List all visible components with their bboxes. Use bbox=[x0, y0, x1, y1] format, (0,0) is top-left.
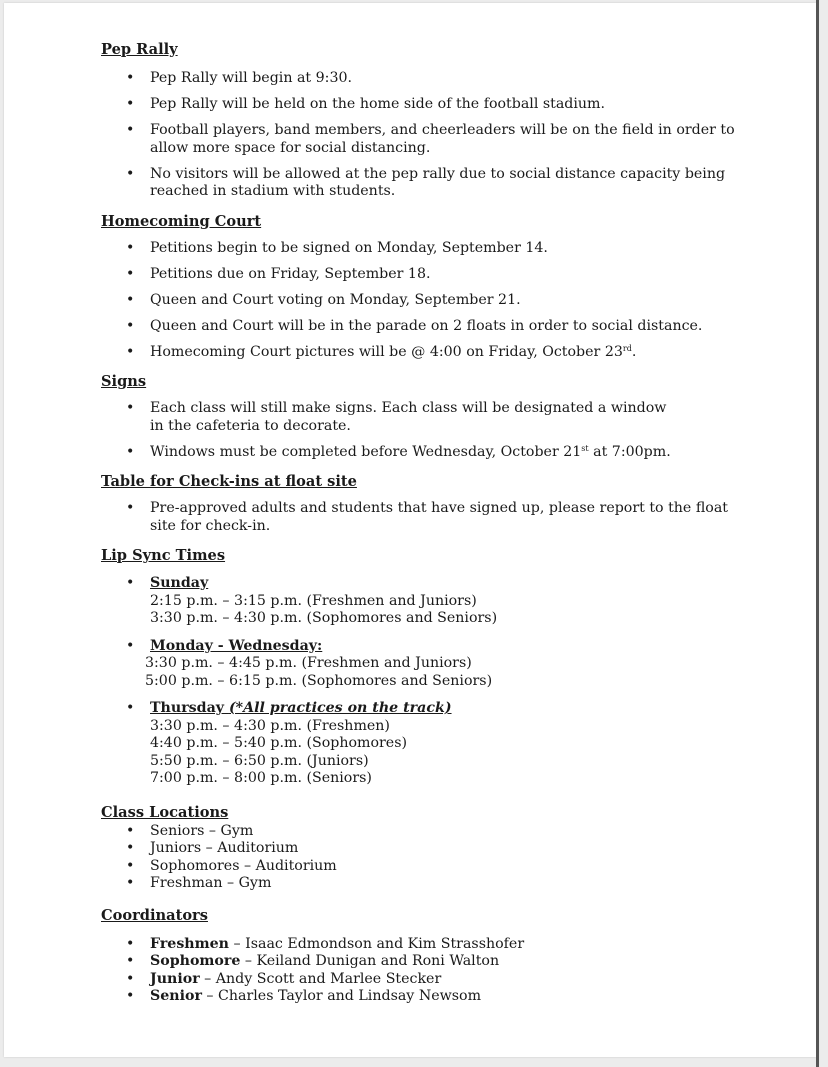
time-slot: 4:40 p.m. – 5:40 p.m. (Sophomores) bbox=[150, 735, 408, 751]
list-item: • Pre-approved adults and students that have signed up, please report to the float site for check-in. bbox=[126, 500, 728, 534]
day-note: (*All practices on the track) bbox=[228, 700, 452, 716]
bullet-icon: • bbox=[126, 822, 135, 839]
bullet-icon: • bbox=[126, 953, 135, 969]
bullet-icon: • bbox=[126, 265, 135, 282]
bullet-list bbox=[101, 823, 741, 893]
bullet-list bbox=[101, 70, 741, 201]
document-page bbox=[4, 3, 816, 1057]
list-item: • Seniors – Gym bbox=[126, 822, 254, 839]
list-item: • No visitors will be allowed at the pep rally due to social distance capacity being reached in stadium with students. bbox=[126, 165, 726, 199]
list-item: • Petitions due on Friday, September 18. bbox=[126, 265, 431, 282]
list-item: • Queen and Court voting on Monday, September 21. bbox=[126, 291, 521, 308]
section-heading: Pep Rally bbox=[101, 41, 178, 58]
list-item: • Sophomores – Auditorium bbox=[126, 857, 337, 874]
list-item bbox=[101, 936, 741, 954]
list-item: • Petitions begin to be signed on Monday, September 14. bbox=[126, 239, 548, 256]
coordinator-role: Freshmen bbox=[150, 935, 229, 952]
section-heading: Class Locations bbox=[101, 803, 229, 821]
bullet-list bbox=[101, 575, 741, 788]
coordinator-names: – Isaac Edmondson and Kim Strasshofer bbox=[228, 935, 525, 952]
day-label: Monday - Wednesday: bbox=[150, 637, 323, 654]
list-item: • Pep Rally will begin at 9:30. bbox=[126, 70, 353, 86]
section-pep-rally bbox=[101, 41, 741, 201]
bullet-icon: • bbox=[126, 122, 135, 138]
section-heading: Signs bbox=[101, 373, 147, 390]
list-item-thursday bbox=[101, 700, 741, 788]
time-slot: 5:50 p.m. – 6:50 p.m. (Juniors) bbox=[150, 752, 369, 769]
section-heading: Homecoming Court bbox=[101, 212, 262, 230]
list-item bbox=[101, 953, 741, 971]
time-slot: 3:30 p.m. – 4:30 p.m. (Sophomores and Seniors) bbox=[150, 610, 498, 626]
bullet-list bbox=[101, 400, 741, 461]
bullet-icon: • bbox=[126, 291, 135, 308]
bullet-icon: • bbox=[126, 637, 135, 654]
bullet-list bbox=[101, 500, 741, 535]
section-lip-sync-times bbox=[101, 547, 741, 788]
list-item: • Windows must be completed before Wednesday, October 21st at 7:00pm. bbox=[126, 443, 671, 460]
time-slot: 3:30 p.m. – 4:45 p.m. (Freshmen and Juniors) bbox=[145, 655, 472, 671]
bullet-icon: • bbox=[126, 875, 135, 891]
day-label: Sunday bbox=[150, 575, 209, 591]
bullet-icon: • bbox=[126, 840, 135, 856]
bullet-icon: • bbox=[126, 165, 135, 182]
bullet-icon: • bbox=[126, 970, 135, 987]
bullet-icon: • bbox=[126, 500, 135, 516]
list-item bbox=[101, 971, 741, 989]
time-slot: 2:15 p.m. – 3:15 p.m. (Freshmen and Juniors) bbox=[150, 592, 477, 609]
list-item: • Juniors – Auditorium bbox=[126, 840, 299, 856]
list-item: • Homecoming Court pictures will be @ 4:00 on Friday, October 23rd. bbox=[126, 343, 637, 360]
section-heading: Coordinators bbox=[101, 906, 208, 924]
bullet-icon: • bbox=[126, 343, 135, 360]
bullet-icon: • bbox=[126, 700, 135, 716]
bullet-icon: • bbox=[126, 575, 135, 591]
bullet-icon: • bbox=[126, 443, 135, 460]
coordinator-names: – Charles Taylor and Lindsay Newsom bbox=[201, 988, 482, 1004]
time-slot: 3:30 p.m. – 4:30 p.m. (Freshmen) bbox=[150, 717, 390, 734]
document-content bbox=[101, 41, 741, 1018]
bullet-icon: • bbox=[126, 239, 135, 256]
bullet-icon: • bbox=[126, 317, 135, 334]
section-heading: Table for Check-ins at float site bbox=[101, 473, 357, 490]
coordinator-names: – Keiland Dunigan and Roni Walton bbox=[240, 953, 500, 969]
bullet-icon: • bbox=[126, 988, 135, 1004]
bullet-list bbox=[101, 936, 741, 1006]
list-item: • Pep Rally will be held on the home side of the football stadium. bbox=[126, 96, 606, 112]
time-slot: 5:00 p.m. – 6:15 p.m. (Sophomores and Seniors) bbox=[145, 672, 493, 689]
section-signs bbox=[101, 373, 741, 461]
coordinator-names: – Andy Scott and Marlee Stecker bbox=[199, 970, 442, 987]
list-item: • Each class will still make signs. Each class will be designated a window in the cafeteria to decorate. bbox=[126, 400, 667, 434]
time-slot: 7:00 p.m. – 8:00 p.m. (Seniors) bbox=[150, 770, 372, 786]
coordinator-role: Junior bbox=[150, 970, 200, 987]
bullet-list bbox=[101, 240, 741, 362]
page-edge-divider bbox=[816, 0, 819, 1067]
list-item-sunday bbox=[101, 575, 741, 628]
section-heading: Lip Sync Times bbox=[101, 547, 226, 564]
section-homecoming-court bbox=[101, 213, 741, 362]
coordinator-role: Senior bbox=[150, 988, 202, 1004]
bullet-icon: • bbox=[126, 400, 135, 416]
list-item-monday-wednesday bbox=[101, 638, 741, 691]
section-class-locations bbox=[101, 804, 741, 893]
day-label: Thursday bbox=[150, 700, 229, 716]
bullet-icon: • bbox=[126, 935, 135, 952]
list-item: • Freshman – Gym bbox=[126, 875, 272, 891]
list-item bbox=[101, 988, 741, 1006]
section-coordinators bbox=[101, 907, 741, 1006]
list-item: • Football players, band members, and cheerleaders will be on the field in order to allow more space for social distancing. bbox=[126, 122, 735, 156]
bullet-icon: • bbox=[126, 96, 135, 112]
bullet-icon: • bbox=[126, 857, 135, 874]
list-item: • Queen and Court will be in the parade on 2 floats in order to social distance. bbox=[126, 317, 703, 334]
section-check-ins bbox=[101, 473, 741, 535]
bullet-icon: • bbox=[126, 70, 135, 86]
coordinator-role: Sophomore bbox=[150, 953, 241, 969]
